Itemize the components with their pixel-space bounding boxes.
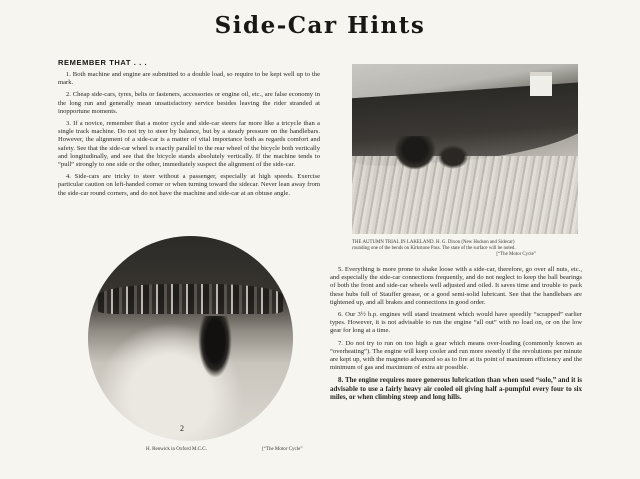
hint-paragraph-5: 5. Everything is more prone to shake loose with a side-car, therefore, go over all nuts, etc., and especially the side-car connections frequently, and do not neglect to keep the ball bearings of both the front and side-car wheels well adjusted and oiled. It saves time and trouble to pack these hubs full of Stauffer grease, or a good semi-solid lubricant. See that the handlebars are tightened up, and all brakes and connections in good order. (330, 266, 582, 306)
page-title: Side-Car Hints (214, 12, 426, 39)
top-caption-credit: [“The Motor Cycle” (496, 252, 536, 258)
photo-sidecar-rider (394, 136, 436, 170)
hint-paragraph-7: 7. Do not try to run on too high a gear which means over-loading (commonly known as “overheating”). The engine will keep cooler and run more sweetly if the revolutions per minute are kept up, with the magneto advanced so as to fire at its point of maximum efficiency and the minimum of gas and maximum of extra air possible. (330, 339, 582, 372)
hint-paragraph-2: 2. Cheap side-cars, tyres, belts or fasteners, accessories or engine oil, etc., are false economy in the long run and generally mean unsatisfactory service besides leaving the rider stranded at inopportune moments. (58, 91, 320, 115)
autumn-trial-photo (352, 64, 578, 234)
section-heading: REMEMBER THAT . . . (58, 58, 148, 67)
bottom-caption-rider: H. Renwick in Oxford M.C.C. (146, 447, 207, 452)
photo-number: 2 (180, 424, 184, 433)
hint-paragraph-6: 6. Our 3½ h.p. engines will stand treatment which would have speedily “scrapped” earlier types. However, it is not advisable to run the engine “all out” with no load on, or on the low gear for long at a time. (330, 311, 582, 335)
photo-horse (436, 144, 470, 170)
photo-motorcyclist (198, 316, 232, 378)
left-column (58, 58, 320, 202)
top-caption-line-2: rounding one of the bends on Kirkstone Pass. The state of the surface will be noted. (352, 246, 516, 252)
rider-circular-photo (88, 236, 293, 441)
photo-hut (530, 72, 552, 96)
bottom-caption-credit: [“The Motor Cycle” (262, 447, 303, 452)
hint-paragraph-4: 4. Side-cars are tricky to steer without a passenger, especially at high speeds. Exercise particular caution on left-handed corner or when turning toward the sidecar. Never lean away from the side-car round corners, and do not have the machine and side-car at an obtuse angle. (58, 173, 320, 197)
photo-spectators (98, 284, 283, 314)
hint-paragraph-8: 8. The engine requires more generous lubrication than when used “solo,” and it is advisable to use a fairly heavy air cooled oil giving half a-pumpful every four to six miles, or when climbing steep and long hills. (330, 376, 582, 401)
hint-paragraph-3: 3. If a novice, remember that a motor cycle and side-car steers far more like a tricycle than a single track machine. Do not try to steer by balance, but by a steady pressure on the handlebars. However, the alignment of a side-car is a matter of vital importance both as regards comfort and safety. See that the side-car wheel is exactly parallel to the rear wheel of the bicycle both vertically and longitudinally, and see that the bicycle stands absolutely vertically. If the machine tends to “pull” strongly to one side or the other, immediately suspect the alignment of the side-car. (58, 120, 320, 169)
top-photo-caption (352, 240, 578, 259)
top-caption-line-1: THE AUTUMN TRIAL IN LAKELAND. H. G. Dixon (New Hudson and Sidecar) (352, 240, 515, 245)
hint-paragraph-1: 1. Both machine and engine are submitted to a double load, so require to be kept well up to the mark. (58, 71, 320, 87)
right-column (330, 266, 582, 405)
